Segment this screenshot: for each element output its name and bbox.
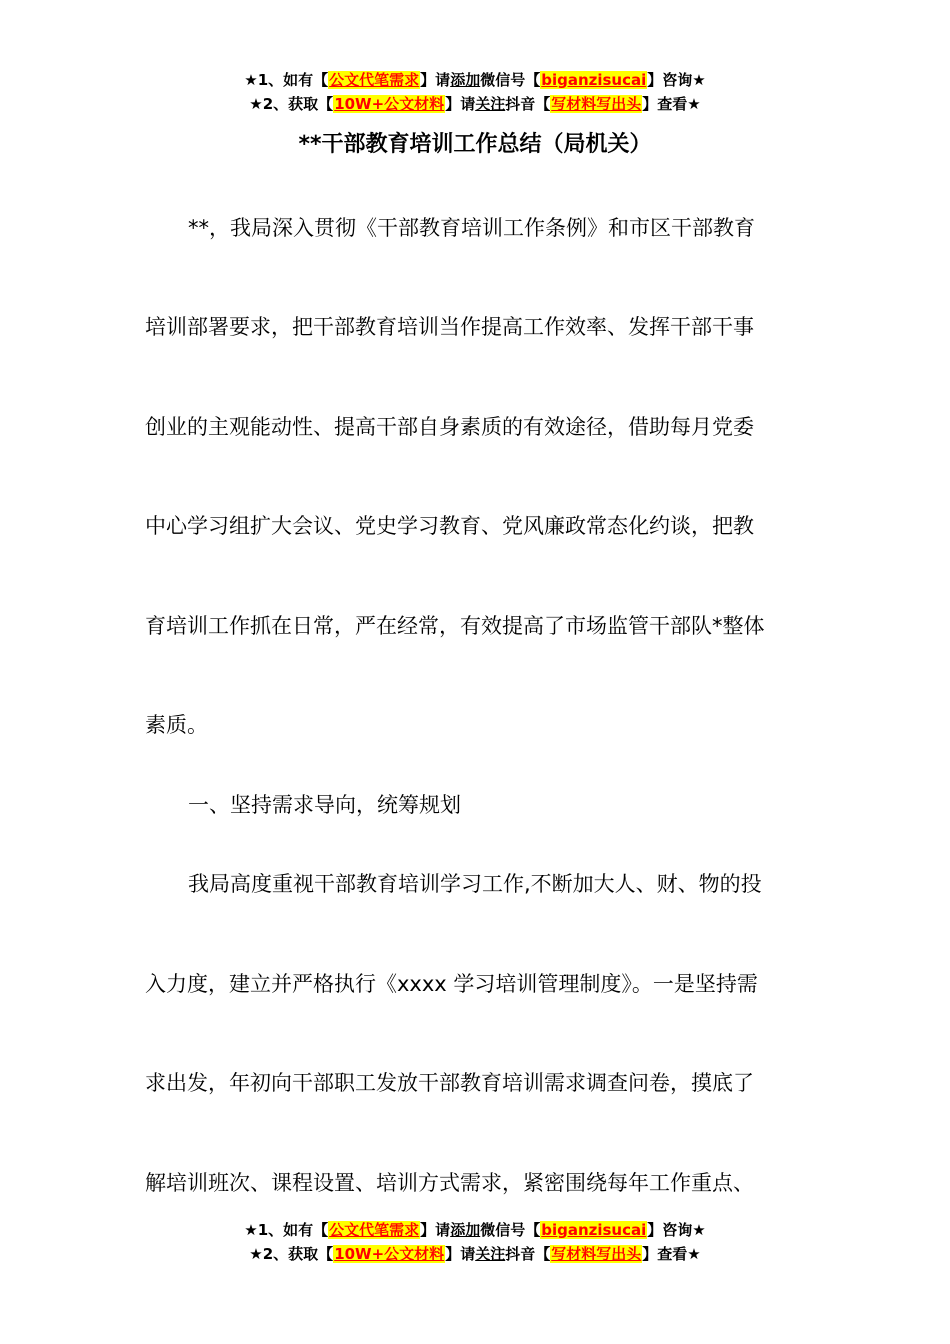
banner-line-1: ★1、如有【公文代笔需求】请添加微信号【biganzisucai】咨询★ (244, 1221, 706, 1239)
document-title: **干部教育培训工作总结（局机关） (298, 132, 652, 157)
banner-line-1: ★1、如有【公文代笔需求】请添加微信号【biganzisucai】咨询★ (244, 71, 706, 89)
wechat-id: biganzisucai (541, 71, 647, 89)
paragraph-line: **，我局深入贯彻《干部教育培训工作条例》和市区干部教育 (188, 216, 755, 240)
top-ad-banner (0, 68, 950, 116)
paragraph-line: 素质。 (145, 713, 208, 737)
highlight-materials: 10W+公文材料 (334, 1245, 445, 1263)
paragraph-line: 求出发，年初向干部职工发放干部教育培训需求调查问卷，摸底了 (145, 1071, 754, 1095)
banner-line-2: ★2、获取【10W+公文材料】请关注抖音【写材料写出头】查看★ (249, 95, 701, 113)
highlight-ghostwriting-service: 公文代笔需求 (329, 71, 420, 89)
highlight-ghostwriting-service: 公文代笔需求 (329, 1221, 420, 1239)
paragraph-line: 培训部署要求，把干部教育培训当作提高工作效率、发挥干部干事 (145, 315, 754, 339)
paragraph-line: 中心学习组扩大会议、党史学习教育、党风廉政常态化约谈，把教 (145, 514, 754, 538)
wechat-id: biganzisucai (541, 1221, 647, 1239)
banner-line-2: ★2、获取【10W+公文材料】请关注抖音【写材料写出头】查看★ (249, 1245, 701, 1263)
douyin-account: 写材料写出头 (551, 95, 642, 113)
paragraph-line: 我局高度重视干部教育培训学习工作,不断加大人、财、物的投 (188, 872, 762, 896)
paragraph-line: 育培训工作抓在日常，严在经常，有效提高了市场监管干部队*整体 (145, 614, 765, 638)
douyin-account: 写材料写出头 (551, 1245, 642, 1263)
highlight-materials: 10W+公文材料 (334, 95, 445, 113)
paragraph-line: 入力度，建立并严格执行《xxxx 学习培训管理制度》。一是坚持需 (145, 972, 758, 996)
paragraph-line: 解培训班次、课程设置、培训方式需求，紧密围绕每年工作重点、 (145, 1171, 754, 1195)
section-heading: 一、坚持需求导向，统筹规划 (188, 793, 461, 817)
paragraph-line: 创业的主观能动性、提高干部自身素质的有效途径，借助每月党委 (145, 415, 754, 439)
bottom-ad-banner (0, 1218, 950, 1266)
